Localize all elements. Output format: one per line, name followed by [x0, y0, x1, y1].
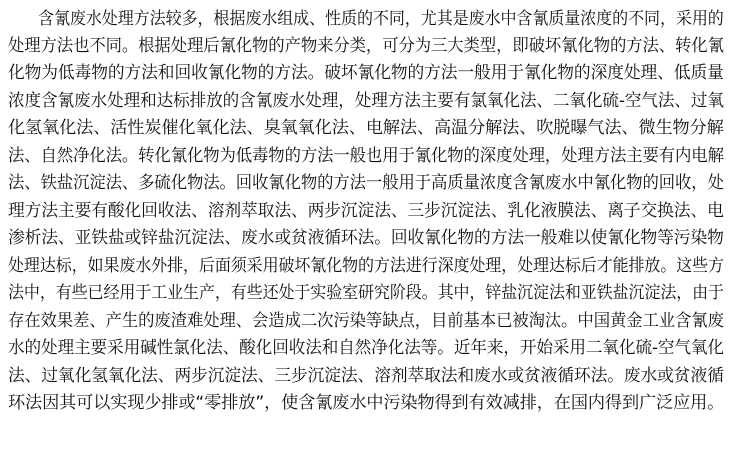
paragraph-line: 处理方法也不同。根据处理后氰化物的产物来分类，可分为三大类型，即破坏氰化物的方法、转化氰: [8, 36, 724, 56]
paragraph-line: 浓度含氰废水处理和达标排放的含氰废水处理，处理方法主要有氯氧化法、二氧化硫-空气法、过氧: [8, 91, 724, 111]
paragraph-line: 处理达标，如果废水外排，后面须采用破坏氰化物的方法进行深度处理，处理达标后才能排放。这些方: [8, 256, 724, 276]
paragraph-line: 法、过氧化氢氧化法、两步沉淀法、三步沉淀法、溶剂萃取法和废水或贫液循环法。废水或贫液循: [8, 366, 724, 386]
paragraph-line: 水的处理主要采用碱性氯化法、酸化回收法和自然净化法等。近年来，开始采用二氧化硫-空气氧化: [8, 338, 724, 358]
paragraph-line: 法中，有些已经用于工业生产，有些还处于实验室研究阶段。其中，锌盐沉淀法和亚铁盐沉淀法，由于: [8, 283, 724, 303]
paragraph-line: 环法因其可以实现少排或“零排放”，使含氰废水中污染物得到有效减排，在国内得到广泛应用。: [8, 393, 725, 413]
paragraph-line: 化氢氧化法、活性炭催化氧化法、臭氧氧化法、电解法、高温分解法、吹脱曝气法、微生物分解: [8, 118, 724, 138]
paragraph-line: 理方法主要有酸化回收法、溶剂萃取法、两步沉淀法、三步沉淀法、乳化液膜法、离子交换法、电: [8, 201, 724, 221]
paragraph-line: 法、自然净化法。转化氰化物为低毒物的方法一般也用于氰化物的深度处理，处理方法主要有内电解: [8, 146, 724, 166]
paragraph-line: 渗析法、亚铁盐或锌盐沉淀法、废水或贫液循环法。回收氰化物的方法一般难以使氰化物等污染物: [8, 228, 724, 248]
paragraph-line: 存在效果差、产生的废渣难处理、会造成二次污染等缺点，目前基本已被淘汰。中国黄金工业含氰废: [8, 311, 724, 331]
paragraph-line: 含氰废水处理方法较多，根据废水组成、性质的不同，尤其是废水中含氰质量浓度的不同，采用的: [38, 9, 724, 29]
paragraph-line: 化物为低毒物的方法和回收氰化物的方法。破坏氰化物的方法一般用于氰化物的深度处理、低质量: [8, 63, 724, 83]
paragraph-line: 法、铁盐沉淀法、多硫化物法。回收氰化物的方法一般用于高质量浓度含氰废水中氰化物的回收，处: [8, 173, 724, 193]
